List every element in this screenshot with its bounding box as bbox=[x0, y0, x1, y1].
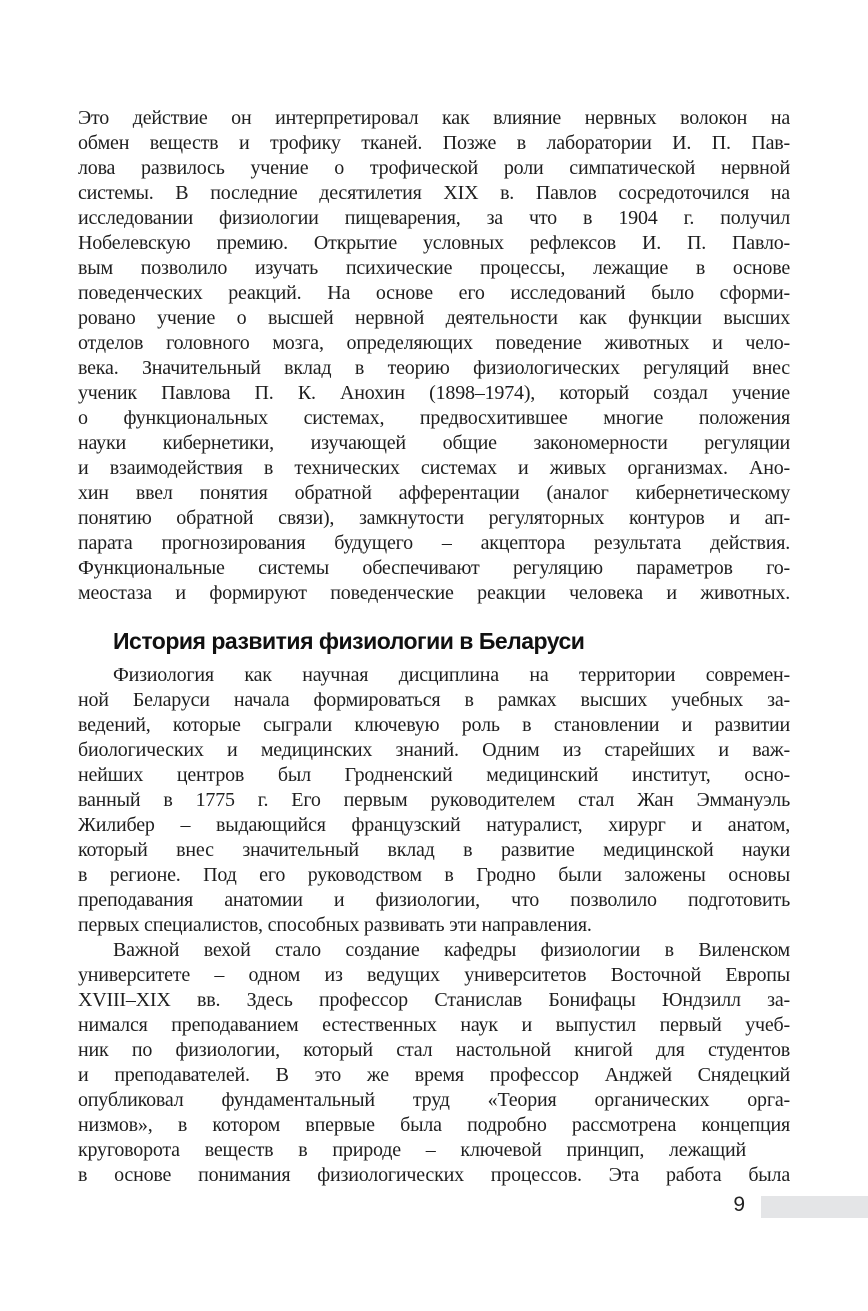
text-line: ровано учение о высшей нервной деятельности как функции высших bbox=[78, 307, 790, 329]
paragraph-pavlov-anokhin bbox=[78, 106, 790, 606]
text-line: ведений, которые сыграли ключевую роль в становлении и развитии bbox=[78, 714, 790, 736]
text-line: преподавания анатомии и физиологии, что позволило подготовить bbox=[78, 889, 790, 911]
text-line: системы. В последние десятилетия XIX в. Павлов сосредоточился на bbox=[78, 182, 790, 204]
text-line: который внес значительный вклад в развитие медицинской науки bbox=[78, 839, 790, 861]
section-heading: История развития физиологии в Беларуси bbox=[113, 628, 585, 654]
text-line: XVIII–XIX вв. Здесь профессор Станислав Бонифацы Юндзилл за- bbox=[78, 989, 790, 1011]
text-line: Это действие он интерпретировал как влияние нервных волокон на bbox=[78, 107, 790, 129]
text-line: исследовании физиологии пищеварения, за что в 1904 г. получил bbox=[78, 207, 790, 229]
text-line: нимался преподаванием естественных наук и выпустил первый учеб- bbox=[78, 1014, 790, 1036]
text-line: парата прогнозирования будущего – акцептора результата действия. bbox=[78, 532, 790, 554]
text-line: ученик Павлова П. К. Анохин (1898–1974), который создал учение bbox=[78, 382, 790, 404]
text-line: понятию обратной связи), замкнутости регуляторных контуров и ап- bbox=[78, 507, 790, 529]
text-line: поведенческих реакций. На основе его исследований было сформи- bbox=[78, 282, 790, 304]
text-line: обмен веществ и трофику тканей. Позже в лаборатории И. П. Пав- bbox=[78, 132, 790, 154]
text-line: века. Значительный вклад в теорию физиологических регуляций внес bbox=[78, 357, 790, 379]
text-line: ной Беларуси начала формироваться в рамках высших учебных за- bbox=[78, 689, 790, 711]
text-line: нейших центров был Гродненский медицинский институт, осно- bbox=[78, 764, 790, 786]
text-line: низмов», в котором впервые была подробно рассмотрена концепция bbox=[78, 1114, 790, 1136]
text-column bbox=[78, 106, 790, 1188]
paragraph-vilna-university bbox=[78, 938, 790, 1188]
text-line: круговорота веществ в природе – ключевой принцип, лежащий bbox=[78, 1139, 746, 1161]
text-line: в регионе. Под его руководством в Гродно были заложены основы bbox=[78, 864, 790, 886]
text-line: лова развилось учение о трофической роли симпатической нервной bbox=[78, 157, 790, 179]
text-line: хин ввел понятия обратной афферентации (аналог кибернетическому bbox=[78, 482, 790, 504]
text-line: меостаза и формируют поведенческие реакции человека и животных. bbox=[78, 582, 790, 604]
text-line: и взаимодействия в технических системах и живых организмах. Ано- bbox=[78, 457, 790, 479]
text-line: опубликовал фундаментальный труд «Теория органических орга- bbox=[78, 1089, 790, 1111]
paragraph-grodno-institute bbox=[78, 663, 790, 938]
text-line: вым позволило изучать психические процессы, лежащие в основе bbox=[78, 257, 790, 279]
text-line: ник по физиологии, который стал настольной книгой для студентов bbox=[78, 1039, 790, 1061]
footer-highlight-bar bbox=[761, 1196, 868, 1218]
text-line: Нобелевскую премию. Открытие условных рефлексов И. П. Павло- bbox=[78, 232, 790, 254]
text-line: Физиология как научная дисциплина на территории современ- bbox=[113, 664, 790, 686]
text-line: в основе понимания физиологических процессов. Эта работа была bbox=[78, 1164, 790, 1186]
text-line: Жилибер – выдающийся французский натуралист, хирург и анатом, bbox=[78, 814, 790, 836]
text-line: ванный в 1775 г. Его первым руководителем стал Жан Эммануэль bbox=[78, 789, 790, 811]
page-number: 9 bbox=[733, 1193, 745, 1216]
text-line: первых специалистов, способных развивать эти направления. bbox=[78, 914, 592, 936]
text-line: Функциональные системы обеспечивают регуляцию параметров го- bbox=[78, 557, 790, 579]
text-line: науки кибернетики, изучающей общие закономерности регуляции bbox=[78, 432, 790, 454]
text-line: биологических и медицинских знаний. Одним из старейших и важ- bbox=[78, 739, 790, 761]
text-line: о функциональных системах, предвосхитившее многие положения bbox=[78, 407, 790, 429]
text-line: отделов головного мозга, определяющих поведение животных и чело- bbox=[78, 332, 790, 354]
text-line: Важной вехой стало создание кафедры физиологии в Виленском bbox=[113, 939, 790, 961]
text-line: и преподавателей. В это же время профессор Анджей Снядецкий bbox=[78, 1064, 790, 1086]
text-line: университете – одном из ведущих университетов Восточной Европы bbox=[78, 964, 790, 986]
